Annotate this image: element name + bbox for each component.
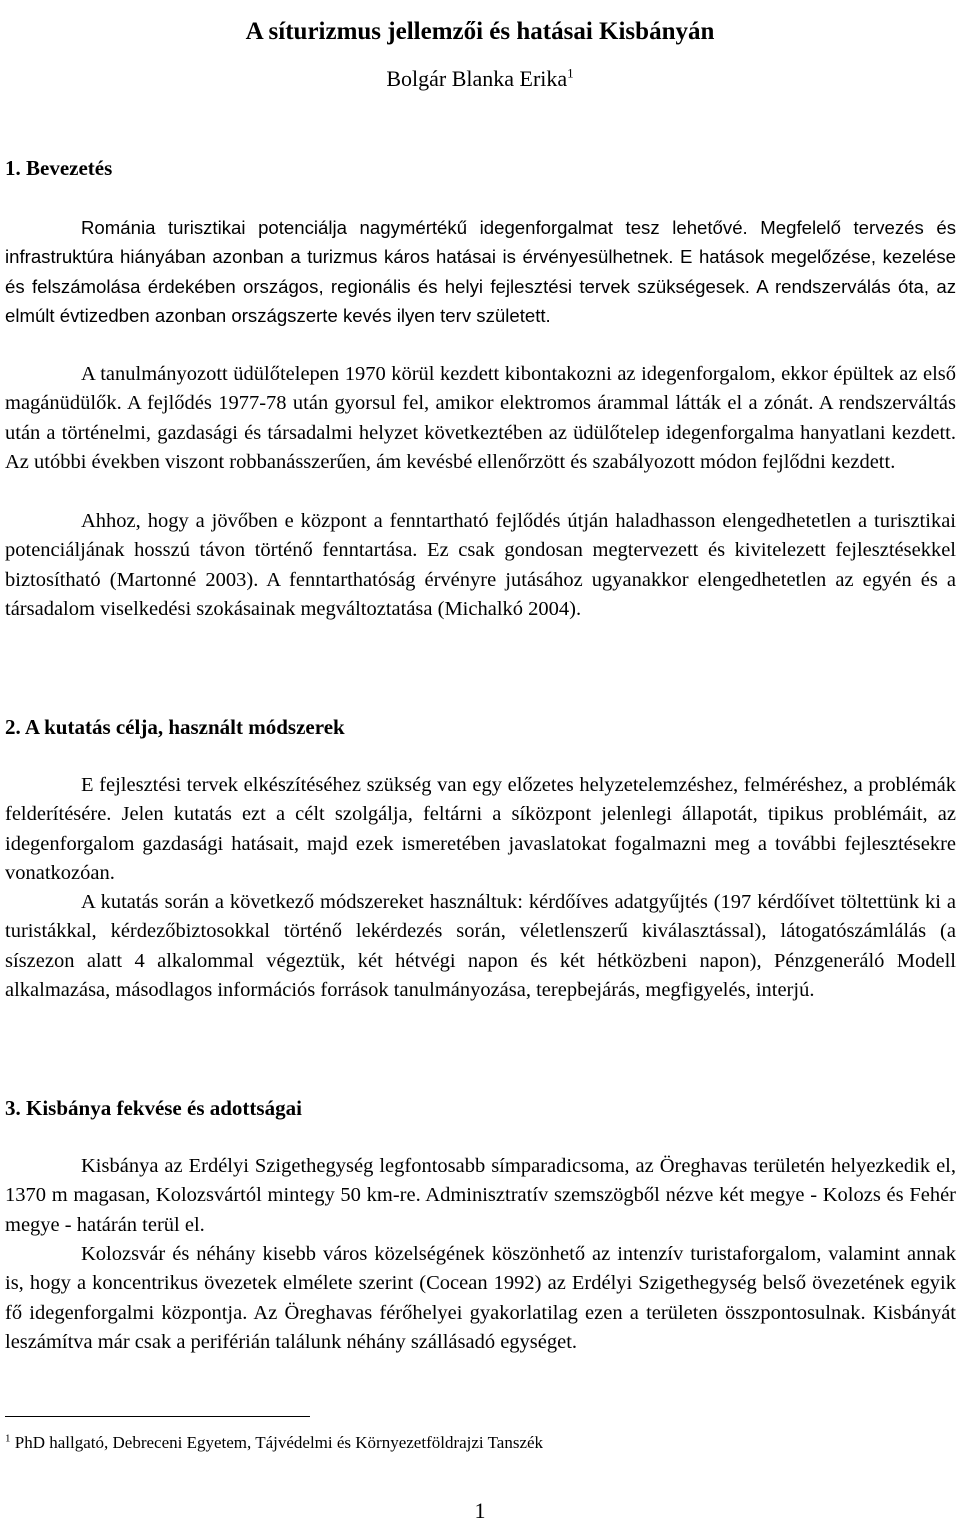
paragraph-1-3: Ahhoz, hogy a jövőben e központ a fenntartható fejlődés útján haladhasson elengedhetetlen a turisztikai potenciáljának hosszú távon történő fenntartása. Ez csak gondosan megtervezett és kivitelezett fejlesztésekkel biztosítható (Martonné 2003). A fenntarthatóság érvényre jutásához ugyanakkor elengedhetetlen az egyén és a társadalom viselkedési szokásainak megváltoztatása (Michalkó 2004).	[5, 510, 956, 621]
footnote-text: PhD hallgató, Debreceni Egyetem, Tájvédelmi és Környezetföldrajzi Tanszék	[14, 1433, 544, 1452]
page-number: 1	[474, 1498, 486, 1523]
paragraph-3-1: Kisbánya az Erdélyi Szigethegység legfontosabb símparadicsoma, az Öreghavas területén helyezkedik el, 1370 m magasan, Kolozsvártól mintegy 50 km-re. Adminisztratív szemszögből nézve két megye - Kolozs és Fehér megye - határán terül el.	[5, 1155, 956, 1236]
footnote-separator	[5, 1416, 310, 1417]
section-heading-2: 2. A kutatás célja, használt módszerek	[5, 715, 345, 739]
author-footnote-mark: 1	[567, 65, 574, 81]
author-line	[0, 64, 960, 94]
paragraph-2-1: E fejlesztési tervek elkészítéséhez szükség van egy előzetes helyzetelemzéshez, felméréshez, a problémák felderítésére. Jelen kutatás ezt a célt szolgálja, feltárni a síközpont jelenlegi állapotát, tipikus problémáit, az idegenforgalom gazdasági hatásait, majd ezek ismeretében javaslatokat fogalmazni meg a további fejlesztésekre vonatkozóan.	[5, 774, 956, 885]
footnote-mark: 1	[5, 1432, 11, 1445]
section-heading-1: 1. Bevezetés	[5, 156, 113, 180]
paragraph-2-2: A kutatás során a következő módszereket használtuk: kérdőíves adatgyűjtés (197 kérdőívet töltettünk ki a turistákkal, kérdezőbiztosokkal történő lekérdezés során, véletlenszerű kiválasztással), látogatószámlálás (a síszezon alatt 4 alkalommal végeztük, két hétvégi napon és két hétközbeni napon), Pénzgeneráló Modell alkalmazása, másodlagos információs források tanulmányozása, terepbejárás, megfigyelés, interjú.	[5, 891, 956, 1002]
paragraph-1-1: Románia turisztikai potenciálja nagymértékű idegenforgalmat tesz lehetővé. Megfelelő tervezés és infrastruktúra hiányában azonban a turizmus káros hatásai is érvényesülhetnek. E hatások megelőzése, kezelése és felszámolása érdekében országos, regionális és helyi fejlesztési tervek szükségesek. A rendszerválás óta, az elmúlt évtizedben azonban országszerte kevés ilyen terv született.	[5, 217, 956, 327]
document-title: A síturizmus jellemzői és hatásai Kisbányán	[245, 17, 715, 45]
footnote	[5, 1429, 543, 1457]
paragraph-1-2: A tanulmányozott üdülőtelepen 1970 körül kezdett kibontakozni az idegenforgalom, ekkor épültek az első magánüdülők. A fejlődés 1977-78 után gyorsul fel, amikor elektromos árammal látták el a zónát. A rendszerváltás után a történelmi, gazdasági és társadalmi helyzet következtében az üdülőtelep idegenforgalma hanyatlani kezdett. Az utóbbi években viszont robbanásszerűen, ám kevésbé ellenőrzött és szabályozott módon fejlődni kezdett.	[5, 363, 956, 474]
author-name: Bolgár Blanka Erika	[386, 66, 568, 91]
section-heading-3: 3. Kisbánya fekvése és adottságai	[5, 1096, 302, 1120]
paragraph-3-2: Kolozsvár és néhány kisebb város közelségének köszönhető az intenzív turistaforgalom, valamint annak is, hogy a koncentrikus övezetek elmélete szerint (Cocean 1992) az Erdélyi Szigethegység belső övezetének egyik fő idegenforgalmi központja. Az Öreghavas férőhelyei gyakorlatilag ezen a területen összpontosulnak. Kisbányát leszámítva már csak a periférián találunk néhány szállásadó egységet.	[5, 1243, 956, 1354]
